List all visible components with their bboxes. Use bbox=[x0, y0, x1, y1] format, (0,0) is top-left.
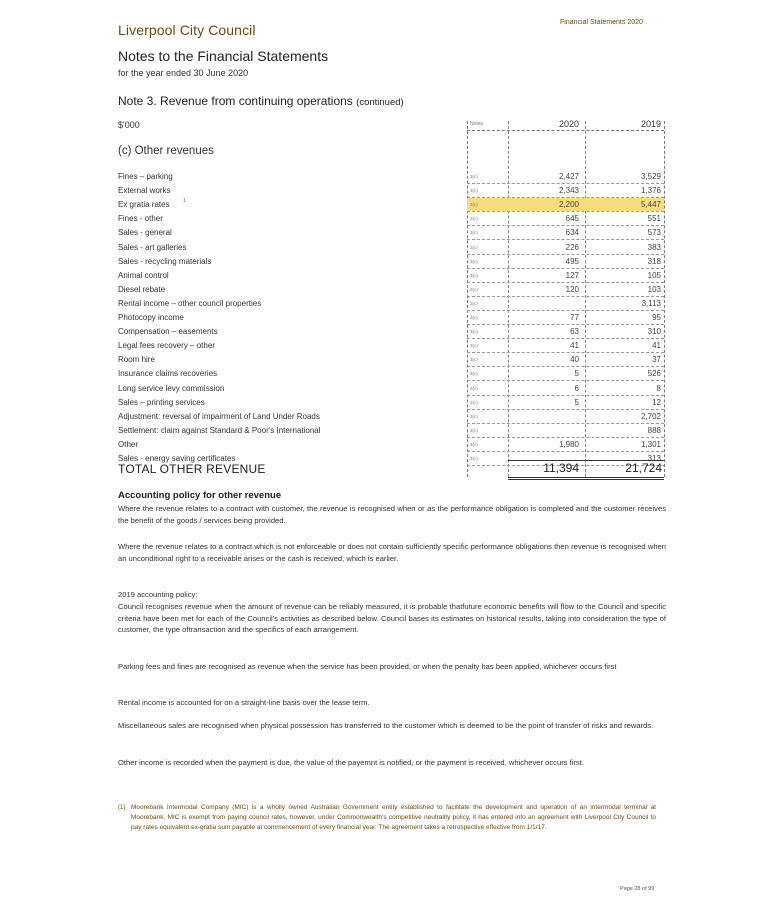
row-value-2020: 6 bbox=[574, 383, 579, 393]
header-rule bbox=[467, 130, 664, 131]
policy-paragraph: Where the revenue relates to a contract with customer, the revenue is recognised when or as the performance obligation is completed and the customer receives the benefit of the goods / services being provided. bbox=[118, 504, 666, 525]
row-label: Rental income – other council properties bbox=[118, 298, 262, 308]
row-label: Sales – printing services bbox=[118, 397, 205, 407]
total-rule-double-1 bbox=[508, 477, 664, 478]
row-label: Adjustment: reversal of impairment of Land Under Roads bbox=[118, 411, 320, 421]
row-value-2019: 573 bbox=[647, 228, 661, 238]
policy-heading: Accounting policy for other revenue bbox=[118, 490, 282, 501]
policy-2019-title: 2019 accounting policy: bbox=[118, 590, 198, 599]
row-value-2020: 5 bbox=[574, 397, 579, 407]
page-subtitle: for the year ended 30 June 2020 bbox=[118, 68, 249, 78]
column-header-2019: 2019 bbox=[640, 119, 661, 129]
row-note-ref: 3(c) bbox=[470, 272, 478, 278]
row-note-ref: 3(c) bbox=[470, 244, 478, 250]
policy-paragraph: Where the revenue relates to a contract which is not enforceable or does not contain sufficiently specific performance obligations then revenue is recognised when an unconditional right to a receivable arises or the cash is received, which is earlier. bbox=[118, 542, 666, 563]
policy-paragraph: Parking fees and fines are recognised as revenue when the service has been provided, or when the penalty has been applied, whichever occurs first bbox=[118, 662, 617, 671]
footnote-reference: 1 bbox=[183, 198, 186, 205]
row-value-2019: 551 bbox=[647, 214, 661, 224]
row-value-2019: 1,376 bbox=[640, 186, 661, 196]
policy-paragraph: Other income is recorded when the payment is due, the value of the payemnt is notified, or the payment is received, whichever occurs first. bbox=[118, 758, 584, 767]
row-value-2020: 645 bbox=[565, 214, 579, 224]
total-2019: 21,724 bbox=[625, 461, 662, 475]
table-row bbox=[0, 367, 761, 381]
row-note-ref: 3(c) bbox=[470, 399, 478, 405]
row-value-2020: 5 bbox=[574, 369, 579, 379]
table-row bbox=[0, 198, 761, 212]
table-row bbox=[0, 226, 761, 240]
section-title: (c) Other revenues bbox=[118, 145, 214, 157]
row-value-2019: 888 bbox=[647, 425, 661, 435]
row-value-2019: 3,529 bbox=[640, 172, 661, 181]
row-value-2019: 526 bbox=[647, 369, 661, 379]
row-value-2019: 8 bbox=[656, 383, 661, 393]
policy-paragraph: Rental income is accounted for on a straight-line basis over the lease term. bbox=[118, 698, 370, 707]
row-label: Sales - art galleries bbox=[118, 242, 187, 252]
table-row bbox=[0, 410, 761, 424]
table-row bbox=[0, 438, 761, 452]
row-value-2020: 2,343 bbox=[558, 186, 579, 196]
page-title: Notes to the Financial Statements bbox=[118, 48, 329, 64]
row-label: Diesel rebate bbox=[118, 284, 166, 294]
row-note-ref: 3(c) bbox=[470, 202, 478, 208]
row-note-ref: 3(c) bbox=[470, 286, 478, 292]
row-note-ref: 3(c) bbox=[470, 456, 478, 461]
row-label: Legal fees recovery – other bbox=[118, 341, 215, 351]
row-label: External works bbox=[118, 186, 171, 196]
row-label: Room hire bbox=[118, 355, 155, 365]
row-note-ref: 3(c) bbox=[470, 371, 478, 377]
row-label: Sales - recycling materials bbox=[118, 256, 212, 266]
row-value-2020: 634 bbox=[565, 228, 579, 238]
row-label: Long service levy commission bbox=[118, 383, 225, 393]
row-note-ref: 3(c) bbox=[470, 300, 478, 306]
row-value-2019: 41 bbox=[652, 341, 661, 351]
units-label: $'000 bbox=[118, 120, 140, 130]
table-row bbox=[0, 269, 761, 283]
row-value-2019: 3,113 bbox=[641, 298, 661, 308]
row-note-ref: 3(c) bbox=[470, 230, 478, 236]
table-row bbox=[0, 424, 761, 438]
row-value-2019: 310 bbox=[647, 327, 661, 337]
row-label: Photocopy income bbox=[118, 313, 184, 322]
row-note-ref: 3(c) bbox=[470, 216, 478, 222]
footnote-marker: (1) bbox=[118, 805, 126, 811]
row-note-ref: 3(c) bbox=[470, 329, 478, 335]
row-label: Compensation – easements bbox=[118, 327, 218, 337]
row-value-2020: 2,200 bbox=[558, 200, 579, 210]
column-header-notes: Notes bbox=[470, 121, 484, 127]
table-row bbox=[0, 170, 761, 184]
row-value-2019: 383 bbox=[647, 242, 661, 252]
row-value-2019: 95 bbox=[652, 313, 661, 322]
row-label: Sales - energy saving certificates bbox=[118, 454, 236, 463]
page-number: Page 28 of 99 bbox=[620, 886, 655, 892]
row-value-2020: 63 bbox=[570, 327, 579, 337]
row-value-2019: 5,447 bbox=[640, 200, 661, 210]
statement-label: Financial Statements 2020 bbox=[560, 19, 643, 26]
row-note-ref: 3(c) bbox=[470, 188, 478, 194]
row-value-2020: 2,427 bbox=[558, 172, 579, 181]
total-rule-double-2 bbox=[508, 479, 664, 480]
row-label: Fines – parking bbox=[118, 172, 173, 181]
row-note-ref: 3(c) bbox=[470, 441, 478, 447]
table-row bbox=[0, 241, 761, 255]
row-value-2019: 12 bbox=[652, 397, 661, 407]
table-row bbox=[0, 325, 761, 339]
policy-paragraph: Miscellaneous sales are recognised when physical possession has transferred to the customer which is deemed to be the point of transfer of risks and rewards. bbox=[118, 721, 654, 730]
total-2020: 11,394 bbox=[543, 461, 579, 475]
note-heading-text: Note 3. Revenue from continuing operations bbox=[118, 94, 353, 108]
note-heading-suffix: (continued) bbox=[356, 97, 404, 108]
row-value-2020: 41 bbox=[570, 341, 579, 351]
table-row bbox=[0, 396, 761, 410]
row-label: Settlement: claim against Standard & Poor's International bbox=[118, 425, 321, 435]
row-value-2020: 40 bbox=[570, 355, 579, 365]
row-note-ref: 3(c) bbox=[470, 258, 478, 264]
footnote-text: Moorebank Intermodal Company (MIC) is a wholly owned Australian Government entity established to facilitate the development and operation of an intermodal terminal at Moorebank. MIC is exempt from paying council rates, however, under Commonwealth's competitive neutrality policy, it has entered into an agreement with Liverpool City Council to pay rates equivalent ex-gratia sum payable at commencement of every financial year. The agreement takes a retrospective effective from 1/1/17. bbox=[131, 804, 656, 831]
row-value-2020: 77 bbox=[570, 313, 579, 322]
row-value-2020: 1,980 bbox=[558, 439, 579, 449]
row-note-ref: 3(c) bbox=[470, 343, 478, 349]
table-row bbox=[0, 382, 761, 396]
total-label: TOTAL OTHER REVENUE bbox=[118, 462, 266, 476]
row-value-2020: 495 bbox=[565, 256, 579, 266]
row-label: Animal control bbox=[118, 270, 169, 280]
row-value-2019: 105 bbox=[647, 270, 661, 280]
row-value-2019: 1,301 bbox=[640, 439, 661, 449]
row-value-2019: 318 bbox=[647, 256, 661, 266]
table-row bbox=[0, 353, 761, 367]
row-value-2019: 103 bbox=[647, 284, 661, 294]
column-header-2020: 2020 bbox=[558, 119, 579, 129]
row-value-2019: 313 bbox=[647, 454, 661, 463]
row-value-2020: 127 bbox=[565, 270, 579, 280]
row-note-ref: 3(c) bbox=[470, 427, 478, 433]
table-row bbox=[0, 184, 761, 198]
table-row bbox=[0, 212, 761, 226]
row-value-2019: 2,702 bbox=[640, 411, 661, 421]
organisation-name: Liverpool City Council bbox=[118, 22, 256, 38]
note-heading bbox=[118, 94, 404, 108]
policy-paragraph: Council recognises revenue when the amount of revenue can be reliably measured, it is probable thatfuture economic benefits will flow to the Council and specific criteria have been met for each of the Council's activities as described below. Council bases its estimates on historical results, taking into consideration the type of customer, the type oftransaction and the specifics of each arrangement. bbox=[118, 602, 666, 634]
table-row bbox=[0, 339, 761, 353]
row-note-ref: 3(c) bbox=[470, 357, 478, 363]
row-note-ref: 3(c) bbox=[470, 385, 478, 391]
row-value-2020: 120 bbox=[565, 284, 579, 294]
table-row bbox=[0, 255, 761, 269]
row-note-ref: 3(c) bbox=[470, 315, 478, 320]
row-note-ref: 3(c) bbox=[470, 174, 478, 179]
table-row bbox=[0, 297, 761, 311]
table-row bbox=[0, 311, 761, 325]
row-label: Fines - other bbox=[118, 214, 163, 224]
row-label: Insurance claims recoveries bbox=[118, 369, 218, 379]
row-note-ref: 3(c) bbox=[470, 413, 478, 419]
row-label: Other bbox=[118, 439, 139, 449]
table-row bbox=[0, 283, 761, 297]
row-value-2020: 226 bbox=[565, 242, 579, 252]
row-label: Sales - general bbox=[118, 228, 172, 238]
row-value-2019: 37 bbox=[652, 355, 661, 365]
row-label: Ex gratia rates bbox=[118, 200, 170, 210]
